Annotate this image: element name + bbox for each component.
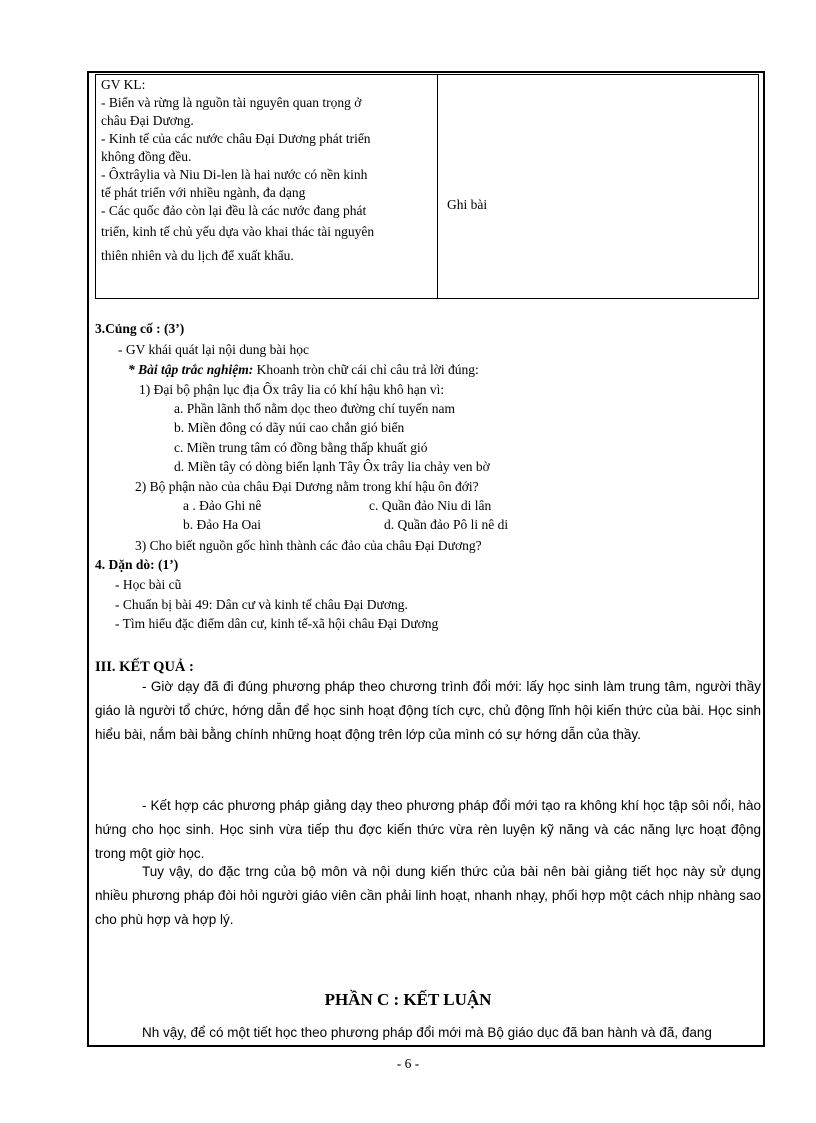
exercise-line — [128, 361, 479, 379]
table-line: châu Đại Dương. — [101, 113, 194, 128]
results-p2: - Kết hợp các phương pháp giảng dạy theo phương pháp đổi mới tạo ra không khí học tập sôi nổi, hào hứng cho học sinh. Học sinh vừa tiếp thu đợc kiến thức vừa rèn luyện kỹ năng và các năng lực hoạt động trong một giờ học. — [95, 798, 761, 861]
table-line: - Ôxtrâylia và Niu Di-len là hai nước có nền kinh — [101, 167, 368, 182]
page-number: - 6 - — [396, 1056, 420, 1071]
answer-1a: a. Phần lãnh thổ nằm dọc theo đường chí tuyến nam — [174, 401, 456, 416]
table-line: - Biển và rừng là nguồn tài nguyên quan trọng ở — [101, 95, 362, 110]
part-c-p1: Nh vậy, để có một tiết học theo phương pháp đổi mới mà Bộ giáo dục đã ban hành và đã, đang — [142, 1025, 712, 1040]
section4-line: - Tìm hiểu đặc điểm dân cư, kinh tế-xã hội châu Đại Dương — [115, 616, 439, 631]
results-heading: III. KẾT QUẢ : — [95, 659, 194, 675]
question-3: 3) Cho biết nguồn gốc hình thành các đảo của châu Đại Dương? — [135, 538, 482, 553]
table-right-cell: Ghi bài — [447, 197, 488, 212]
answer-2b: b. Đảo Ha Oai — [183, 517, 261, 532]
exercise-label: * Bài tập trắc nghiệm: — [128, 362, 254, 377]
answer-2a: a . Đảo Ghi nê — [183, 498, 262, 513]
table-line: tế phát triển với nhiều ngành, đa dạng — [101, 185, 306, 200]
lesson-table — [95, 74, 759, 299]
section4-heading: 4. Dặn dò: (1’) — [95, 557, 179, 572]
answer-1c: c. Miền trung tâm có đồng bằng thấp khuất gió — [174, 440, 428, 455]
section3-heading: 3.Củng cố : (3’) — [95, 321, 185, 336]
results-p3: Tuy vậy, do đặc trng của bộ môn và nội dung kiến thức của bài nên bài giảng tiết học này sử dụng nhiều phương pháp đòi hỏi người giáo viên cần phải linh hoạt, nhanh nhạy, phối hợp một cách nhịp nhàng sao cho phù hợp và hợp lý. — [95, 864, 761, 927]
results-paragraph — [95, 675, 761, 747]
answer-2c: c. Quần đảo Niu di lân — [369, 498, 492, 513]
results-paragraph — [95, 794, 761, 866]
table-line: - Kinh tế của các nước châu Đại Dương phát triển — [101, 131, 371, 146]
section4-line: - Chuẩn bị bài 49: Dân cư và kinh tế châu Đại Dương. — [115, 597, 408, 612]
part-c-paragraph — [95, 1021, 761, 1045]
results-paragraph — [95, 860, 761, 932]
answer-2d: d. Quần đảo Pô li nê di — [384, 517, 509, 532]
answer-1d: d. Miền tây có dòng biển lạnh Tây Ôx trây lia chảy ven bờ — [174, 459, 490, 474]
results-p1: - Giờ dạy đã đi đúng phương pháp theo chương trình đổi mới: lấy học sinh làm trung tâm, người thầy giáo là người tổ chức, hớng dẫn để học sinh hoạt động tích cực, chủ động lĩnh hội kiến thức của bài. Học sinh hiểu bài, nắm bài bằng chính những hoạt động trên lớp của mình có sự hớng dẫn của thầy. — [95, 679, 761, 742]
exercise-text: Khoanh tròn chữ cái chỉ câu trả lời đúng: — [253, 362, 479, 377]
section3-line: - GV khái quát lại nội dung bài học — [118, 342, 309, 357]
table-line: GV KL: — [101, 77, 146, 92]
question-2: 2) Bộ phận nào của châu Đại Dương nằm trong khí hậu ôn đới? — [135, 479, 479, 494]
table-line: triển, kinh tế chủ yếu dựa vào khai thác tài nguyên — [101, 224, 375, 239]
table-line: không đồng đều. — [101, 149, 192, 164]
table-column-divider — [437, 75, 438, 298]
question-1: 1) Đại bộ phận lục địa Ôx trây lia có khí hậu khô hạn vì: — [139, 382, 445, 397]
part-c-heading: PHẦN C : KẾT LUẬN — [324, 990, 492, 1009]
table-line: thiên nhiên và du lịch để xuất khẩu. — [101, 248, 294, 263]
table-left-cell — [101, 76, 431, 268]
section4-line: - Học bài cũ — [115, 577, 182, 592]
table-line: - Các quốc đảo còn lại đều là các nước đang phát — [101, 203, 367, 218]
answer-1b: b. Miền đông có dãy núi cao chắn gió biển — [174, 420, 405, 435]
